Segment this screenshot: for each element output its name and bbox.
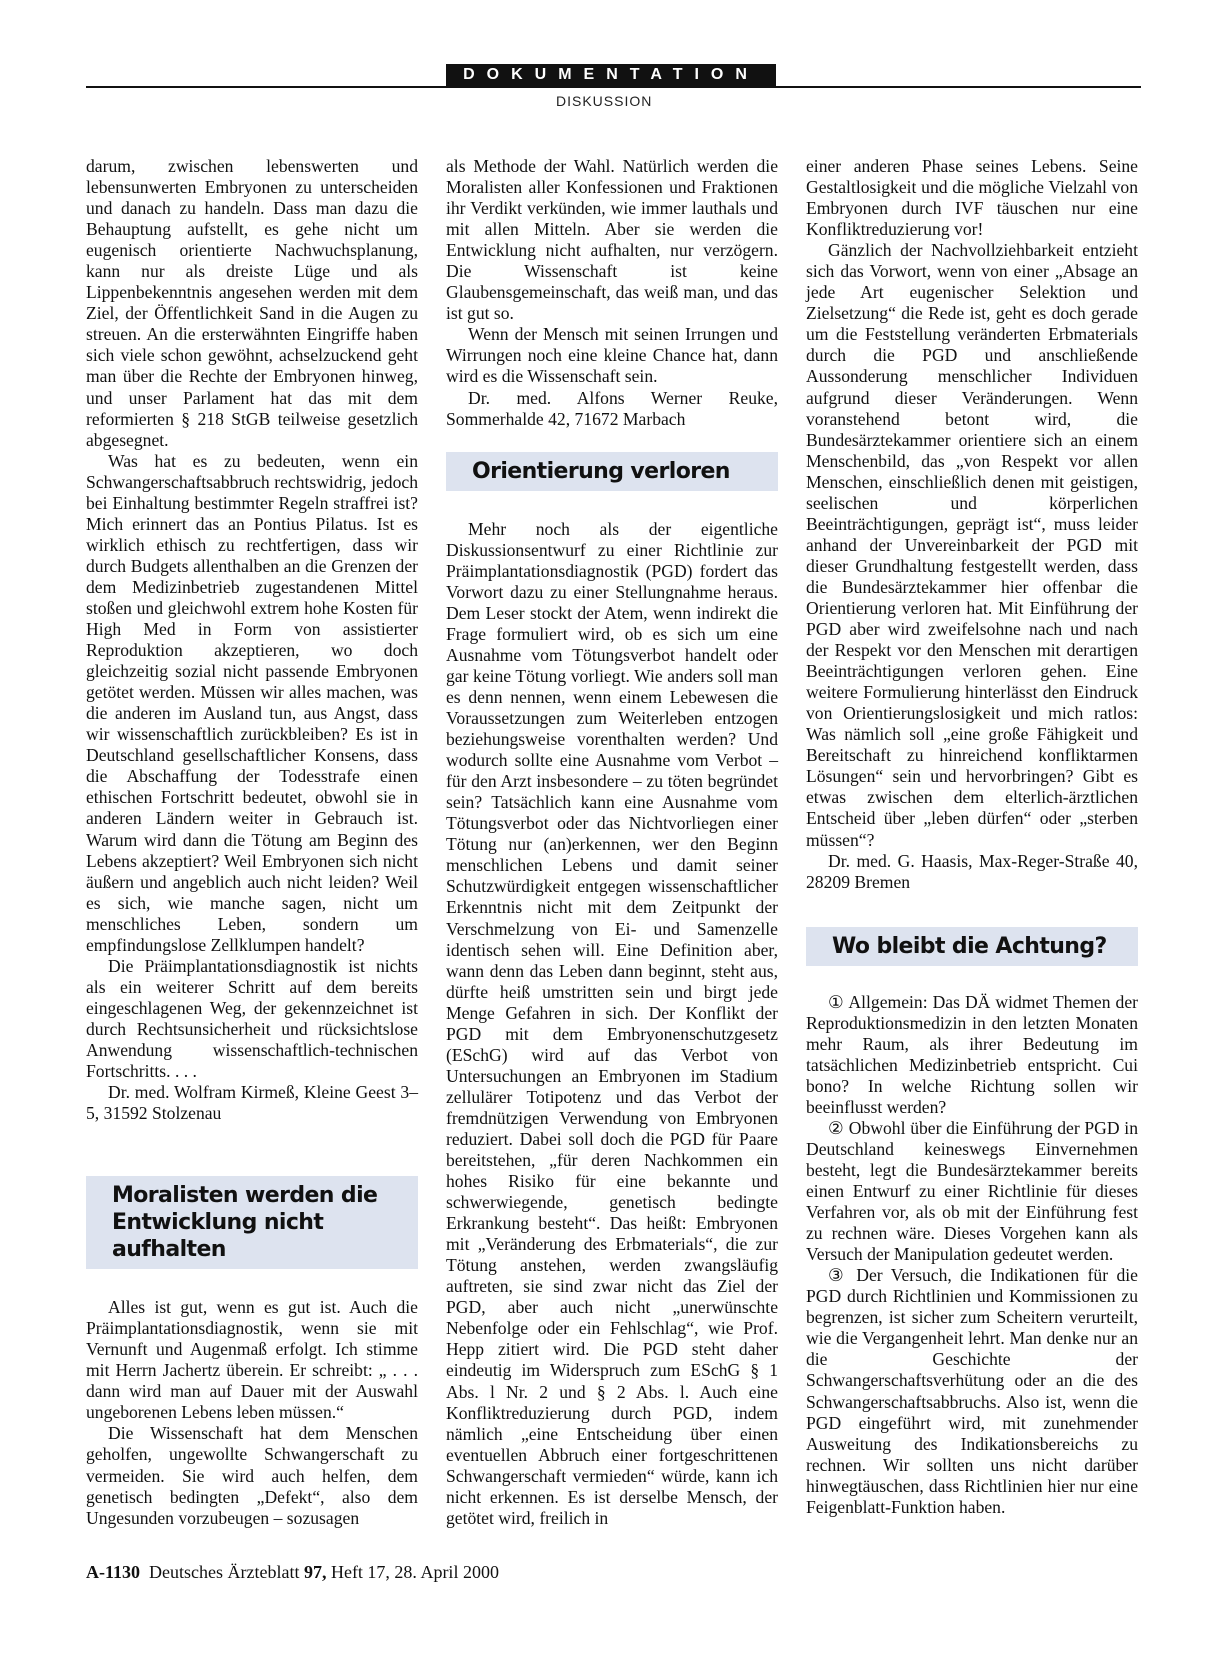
paragraph: Die Wissenschaft hat dem Menschen geholfen, ungewollte Schwangerschaft zu vermeiden. Sie wird auch helfen, dem genetisch bedingten „Defekt“, also dem Ungesunden vorzubeugen – sozusagen [86,1423,418,1528]
paragraph: als Methode der Wahl. Natürlich werden die Moralisten aller Konfessionen und Fraktionen ihr Verdikt verkünden, wie immer lauthals und mit allen Mitteln. Aber sie werden die Entwicklung nicht aufhalten, nur verzögern. Die Wissenschaft ist keine Glaubensgemeinschaft, das weiß man, und das ist gut so. [446,156,778,324]
section-heading: Orientierung verloren [446,452,778,491]
signature: Dr. med. Alfons Werner Reuke, Sommerhalde 42, 71672 Marbach [446,387,778,429]
section-label: DOKUMENTATION [446,64,776,86]
journal-issue: Heft 17, 28. April 2000 [330,1562,499,1582]
paragraph: ③ Der Versuch, die Indikationen für die PGD durch Richtlinien und Kommissionen zu begrenzen, ist sicher zum Scheitern verurteilt, wie die Vergangenheit lehrt. Man denke nur an die Geschichte der Schwangerschaftsverhütung oder an die des Schwangerschaftsabbruchs. Also ist, wenn die PGD eingeführt wird, mit zunehmender Ausweitung des Indikationsbereichs zu rechnen. Wir sollten uns nicht darüber hinwegtäuschen, dass Richtlinien hier nur eine Feigenblatt-Funktion haben. [806,1265,1138,1517]
signature: Dr. med. Wolfram Kirmeß, Kleine Geest 3–5, 31592 Stolzenau [86,1082,418,1124]
section-heading: Wo bleibt die Achtung? [806,927,1138,966]
column-1 [86,156,418,1529]
paragraph: einer anderen Phase seines Lebens. Seine Gestaltlosigkeit und die mögliche Vielzahl von Embryonen durch IVF täuschen nur eine Konfliktreduzierung vor! [806,156,1138,240]
paragraph: Mehr noch als der eigentliche Diskussionsentwurf zu einer Richtlinie zur Präimplantationsdiagnostik (PGD) fordert das Vorwort dazu zu einer Stellungnahme heraus. Dem Leser stockt der Atem, wenn indirekt die Frage formuliert wird, ob es sich um eine Ausnahme vom Tötungsverbot handelt oder gar keine Tötung vorliegt. Wie anders soll man es denn nennen, wenn einem Lebewesen die Voraussetzungen zum Weiterleben entzogen beziehungsweise vorenthalten werden? Und wodurch sollte eine Ausnahme vom Verbot – für den Arzt insbesondere – zu töten begründet sein? Tatsächlich kann eine Ausnahme vom Tötungsverbot oder das Nichtvorliegen einer Tötung nur (an)erkennen, wer den Beginn menschlichen Lebens und damit seiner Schutzwürdigkeit entgegen wissenschaftlicher Erkenntnis nicht mit dem Zeitpunkt der Verschmelzung von Ei- und Samenzelle identisch sehen will. Eine Definition aber, wann denn das Leben dann beginnt, steht aus, dürfte heiß umstritten sein und birgt jede Menge Gefahren in sich. Der Konflikt der PGD mit dem Embryonenschutzgesetz (ESchG) wird auf das Verbot von Untersuchungen an Embryonen im Stadium zellulärer Totipotenz und das Verbot der fremdnützigen Verwendung von Embryonen reduziert. Dabei soll doch die PGD für Paare bereitstehen, „für deren Nachkommen ein hohes Risiko für eine bekannte und schwerwiegende, genetisch bedingte Erkrankung besteht“. Das heißt: Embryonen mit „Veränderung des Erbmaterials“, die zur Tötung anstehen, werden zwangsläufig auftreten, sie sind zwar nicht das Ziel der PGD, aber auch nicht „unerwünschte Nebenfolge oder ein Fehlschlag“, wie Prof. Hepp zitiert wird. Die PGD steht daher eindeutig im Widerspruch zum ESchG § 1 Abs. l Nr. 2 und § 2 Abs. l. Auch eine Konfliktreduzierung durch PGD, indem nämlich „eine Entscheidung über einen eventuellen Abbruch einer fortgeschrittenen Schwangerschaft vermieden“ würde, kann ich nicht erkennen. Es ist derselbe Mensch, der getötet wird, freilich in [446,518,778,1528]
journal-name: Deutsches Ärzteblatt [149,1562,300,1582]
page-number: A-1130 [86,1562,140,1582]
paragraph: Wenn der Mensch mit seinen Irrungen und Wirrungen noch eine kleine Chance hat, dann wird es die Wissenschaft sein. [446,324,778,387]
column-2 [446,156,778,1529]
paragraph: Die Präimplantationsdiagnostik ist nichts als ein weiterer Schritt auf dem bereits eingeschlagenen Weg, der gekennzeichnet ist durch Rechtsunsicherheit und rücksichtslose Anwendung wissenschaftlich-technischen Fortschritts. . . . [86,955,418,1082]
subsection-label: DISKUSSION [556,93,653,109]
paragraph: ② Obwohl über die Einführung der PGD in Deutschland keineswegs Einvernehmen besteht, legt die Bundesärztekammer bereits einen Entwurf zu einer Richtlinie für dieses Verfahren vor, als ob mit der Einführung fest zu rechnen wäre. Dieses Vorgehen kann als Versuch der Manipulation gedeutet werden. [806,1117,1138,1265]
page-footer [86,1562,499,1583]
column-3 [806,156,1138,1518]
header-rule [86,86,1141,88]
paragraph: Gänzlich der Nachvollziehbarkeit entzieht sich das Vorwort, wenn von einer „Absage an jede Art eugenischer Selektion und Zielsetzung“ die Rede ist, geht es doch gerade um die Feststellung veränderten Erbmaterials durch die PGD und anschließende Aussonderung menschlicher Individuen aufgrund dieser Veränderungen. Wenn voranstehend betont wird, die Bundesärztekammer orientiere sich an einem Menschenbild, das „von Respekt vor allen Menschen, einschließlich denen mit geistigen, seelischen und körperlichen Beeinträchtigungen, geprägt ist“, muss leider anhand der Unvereinbarkeit der PGD mit dieser Grundhaltung festgestellt werden, dass die Bundesärztekammer hier offenbar die Orientierung verloren hat. Mit Einführung der PGD aber wird zweifelsohne nach und nach der Respekt vor den Menschen mit derartigen Beeinträchtigungen verloren gehen. Eine weitere Formulierung hinterlässt den Eindruck von Orientierungslosigkeit und mich ratlos: Was nämlich soll „eine große Fähigkeit und Bereitschaft zu hinreichend konfliktarmen Lösungen“ sein und hervorbringen? Gibt es etwas zwischen dem elterlich-ärztlichen Entscheid über „leben dürfen“ oder „sterben müssen“? [806,240,1138,850]
paragraph: Was hat es zu bedeuten, wenn ein Schwangerschaftsabbruch rechtswidrig, jedoch bei Einhaltung bestimmter Regeln straffrei ist? Mich erinnert das an Pontius Pilatus. Ist es wirklich ethisch zu rechtfertigen, dass wir durch Budgets allenthalben an die Grenzen der dem Medizinbetrieb zugestandenen Mittel stoßen und gleichwohl extrem hohe Kosten für High Med in Form von assistierter Reproduktion akzeptieren, wo doch gleichzeitig sozial nicht passende Embryonen getötet werden. Müssen wir alles machen, was die anderen im Ausland tun, aus Angst, dass wir wissenschaftlich zurückbleiben? Es ist in Deutschland gesellschaftlicher Konsens, dass die Abschaffung der Todesstrafe einen ethischen Fortschritt bedeutet, obwohl sie in anderen Ländern weiter in Gebrauch ist. Warum wird dann die Tötung am Beginn des Lebens akzeptiert? Weil Embryonen sich nicht äußern und angeblich auch nicht leiden? Weil es sich, wie manche sagen, nicht um menschliches Leben, sondern um empfindungslose Zellklumpen handelt? [86,450,418,955]
signature: Dr. med. G. Haasis, Max-Reger-Straße 40, 28209 Bremen [806,850,1138,892]
paragraph: ① Allgemein: Das DÄ widmet Themen der Reproduktionsmedizin in den letzten Monaten mehr Raum, als ihrer Bedeutung im tatsächlichen Medizinbetrieb entspricht. Cui bono? In welche Richtung sollen wir beeinflusst werden? [806,991,1138,1117]
paragraph: Alles ist gut, wenn es gut ist. Auch die Präimplantationsdiagnostik, wenn sie mit Vernunft und Augenmaß erfolgt. Ich stimme mit Herrn Jachertz überein. Er schreibt: „ . . . dann wird man auf Dauer mit der Auswahl ungeborenen Lebens leben müssen.“ [86,1297,418,1423]
journal-volume: 97, [303,1562,327,1582]
paragraph: darum, zwischen lebenswerten und lebensunwerten Embryonen zu unterscheiden und danach zu handeln. Dass man dazu die Behauptung aufstellt, es gehe nicht um eugenisch orientierte Nachwuchsplanung, kann nur als dreiste Lüge und als Lippenbekenntnis angesehen werden mit dem Ziel, der Öffentlichkeit Sand in die Augen zu streuen. An die ersterwähnten Eingriffe haben sich viele schon gewöhnt, achselzuckend geht man über die Rechte der Embryonen hinweg, und unser Parlament hat das mit dem reformierten § 218 StGB teilweise gesetzlich abgesegnet. [86,156,418,450]
section-heading: Moralisten werden die Entwicklung nicht aufhalten [86,1176,418,1269]
